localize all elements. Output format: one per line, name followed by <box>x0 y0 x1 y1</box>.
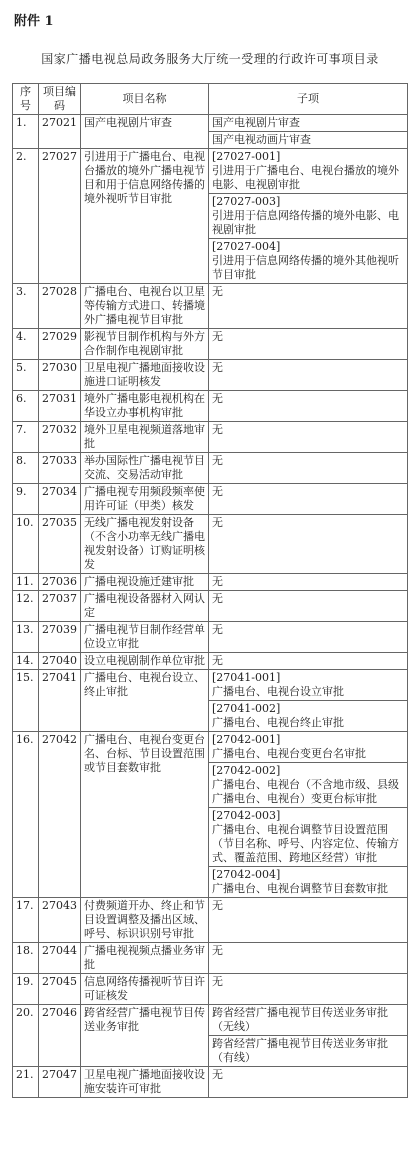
row-seq: 13. <box>13 622 39 653</box>
row-name: 广播电视视频点播业务审批 <box>81 943 209 974</box>
row-sub-item: 无 <box>209 284 408 329</box>
table-row <box>13 391 408 422</box>
row-name: 广播电台、电视台变更台名、台标、节目设置范围或节目套数审批 <box>81 732 209 898</box>
row-name: 设立电视剧制作单位审批 <box>81 653 209 670</box>
header-name: 项目名称 <box>81 84 209 115</box>
table-row <box>13 974 408 1005</box>
row-name: 卫星电视广播地面接收设施安装许可审批 <box>81 1067 209 1098</box>
row-name: 广播电视专用频段频率使用许可证（甲类）核发 <box>81 484 209 515</box>
row-sub-item: 无 <box>209 574 408 591</box>
row-sub-item: 无 <box>209 329 408 360</box>
row-sub-item: 无 <box>209 1067 408 1098</box>
row-seq: 2. <box>13 149 39 284</box>
table-row <box>13 115 408 132</box>
row-code: 27028 <box>39 284 81 329</box>
row-seq: 7. <box>13 422 39 453</box>
row-code: 27031 <box>39 391 81 422</box>
row-sub-item: 无 <box>209 653 408 670</box>
table-row <box>13 149 408 194</box>
row-name: 广播电视设施迁建审批 <box>81 574 209 591</box>
row-code: 27027 <box>39 149 81 284</box>
table-row <box>13 943 408 974</box>
row-code: 27032 <box>39 422 81 453</box>
row-sub-item: 国产电视剧片审查 <box>209 115 408 132</box>
row-code: 27044 <box>39 943 81 974</box>
document-title: 国家广播电视总局政务服务大厅统一受理的行政许可事项目录 <box>41 52 379 66</box>
row-code: 27034 <box>39 484 81 515</box>
row-seq: 20. <box>13 1005 39 1067</box>
row-sub-item: 无 <box>209 591 408 622</box>
row-code: 27046 <box>39 1005 81 1067</box>
table-row <box>13 574 408 591</box>
table-row <box>13 284 408 329</box>
row-name: 影视节目制作机构与外方合作制作电视剧审批 <box>81 329 209 360</box>
row-name: 广播电台、电视台以卫星等传输方式进口、转播境外广播电视节目审批 <box>81 284 209 329</box>
attachment-label: 附件 1 <box>14 14 54 29</box>
row-sub-item: 无 <box>209 453 408 484</box>
table-row <box>13 515 408 574</box>
row-name: 境外卫星电视频道落地审批 <box>81 422 209 453</box>
row-code: 27029 <box>39 329 81 360</box>
row-sub-item: [27042-003] 广播电台、电视台调整节目设置范围（节目名称、呼号、内容定位、传输方式、覆盖范围、跨地区经营）审批 <box>209 808 408 867</box>
table-row <box>13 670 408 701</box>
row-sub-item: 无 <box>209 622 408 653</box>
row-name: 国产电视剧片审查 <box>81 115 209 149</box>
row-name: 广播电台、电视台设立、终止审批 <box>81 670 209 732</box>
table-row <box>13 898 408 943</box>
row-seq: 6. <box>13 391 39 422</box>
row-seq: 21. <box>13 1067 39 1098</box>
row-seq: 18. <box>13 943 39 974</box>
row-sub-item: 国产电视动画片审查 <box>209 132 408 149</box>
row-sub-item: 无 <box>209 484 408 515</box>
row-seq: 9. <box>13 484 39 515</box>
row-seq: 1. <box>13 115 39 149</box>
row-name: 跨省经营广播电视节目传送业务审批 <box>81 1005 209 1067</box>
row-name: 境外广播电影电视机构在华设立办事机构审批 <box>81 391 209 422</box>
license-items-table <box>12 83 408 1098</box>
header-sub: 子项 <box>209 84 408 115</box>
row-sub-item: [27042-001] 广播电台、电视台变更台名审批 <box>209 732 408 763</box>
row-seq: 5. <box>13 360 39 391</box>
table-row <box>13 422 408 453</box>
row-sub-item: 无 <box>209 515 408 574</box>
row-code: 27041 <box>39 670 81 732</box>
row-name: 广播电视设备器材入网认定 <box>81 591 209 622</box>
row-sub-item: [27042-004] 广播电台、电视台调整节目套数审批 <box>209 867 408 898</box>
row-code: 27042 <box>39 732 81 898</box>
row-code: 27035 <box>39 515 81 574</box>
row-seq: 19. <box>13 974 39 1005</box>
row-code: 27036 <box>39 574 81 591</box>
row-seq: 15. <box>13 670 39 732</box>
table-body <box>13 115 408 1098</box>
row-seq: 11. <box>13 574 39 591</box>
row-sub-item: [27027-003] 引进用于信息网络传播的境外电影、电视剧审批 <box>209 194 408 239</box>
table-row <box>13 1005 408 1036</box>
table-row <box>13 1067 408 1098</box>
row-sub-item: 跨省经营广播电视节目传送业务审批（有线） <box>209 1036 408 1067</box>
row-sub-item: 无 <box>209 422 408 453</box>
table-row <box>13 653 408 670</box>
row-sub-item: [27042-002] 广播电台、电视台（不含地市级、县级广播电台、电视台）变更台标审批 <box>209 763 408 808</box>
table-row <box>13 360 408 391</box>
row-sub-item: [27027-001] 引进用于广播电台、电视台播放的境外电影、电视剧审批 <box>209 149 408 194</box>
table-row <box>13 329 408 360</box>
row-code: 27045 <box>39 974 81 1005</box>
row-name: 无线广播电视发射设备（不含小功率无线广播电视发射设备）订购证明核发 <box>81 515 209 574</box>
row-seq: 16. <box>13 732 39 898</box>
row-name: 卫星电视广播地面接收设施进口证明核发 <box>81 360 209 391</box>
row-name: 信息网络传播视听节目许可证核发 <box>81 974 209 1005</box>
row-seq: 14. <box>13 653 39 670</box>
header-seq: 序号 <box>13 84 39 115</box>
row-code: 27040 <box>39 653 81 670</box>
table-row <box>13 484 408 515</box>
row-code: 27047 <box>39 1067 81 1098</box>
row-code: 27033 <box>39 453 81 484</box>
header-code: 项目编码 <box>39 84 81 115</box>
row-name: 举办国际性广播电视节目交流、交易活动审批 <box>81 453 209 484</box>
row-code: 27039 <box>39 622 81 653</box>
row-sub-item: 无 <box>209 360 408 391</box>
table-row <box>13 453 408 484</box>
row-seq: 8. <box>13 453 39 484</box>
row-name: 广播电视节目制作经营单位设立审批 <box>81 622 209 653</box>
row-sub-item: 无 <box>209 391 408 422</box>
row-seq: 10. <box>13 515 39 574</box>
row-sub-item: 跨省经营广播电视节目传送业务审批（无线） <box>209 1005 408 1036</box>
row-sub-item: [27027-004] 引进用于信息网络传播的境外其他视听节目审批 <box>209 239 408 284</box>
row-code: 27043 <box>39 898 81 943</box>
row-name: 付费频道开办、终止和节目设置调整及播出区域、呼号、标识识别号审批 <box>81 898 209 943</box>
row-code: 27030 <box>39 360 81 391</box>
row-sub-item: 无 <box>209 974 408 1005</box>
row-sub-item: [27041-002] 广播电台、电视台终止审批 <box>209 701 408 732</box>
row-seq: 12. <box>13 591 39 622</box>
table-row <box>13 622 408 653</box>
row-sub-item: [27041-001] 广播电台、电视台设立审批 <box>209 670 408 701</box>
table-row <box>13 591 408 622</box>
row-code: 27037 <box>39 591 81 622</box>
row-seq: 4. <box>13 329 39 360</box>
row-seq: 3. <box>13 284 39 329</box>
table-row <box>13 732 408 763</box>
row-sub-item: 无 <box>209 943 408 974</box>
table-header-row <box>13 84 408 115</box>
row-name: 引进用于广播电台、电视台播放的境外广播电视节目和用于信息网络传播的境外视听节目审批 <box>81 149 209 284</box>
row-seq: 17. <box>13 898 39 943</box>
row-code: 27021 <box>39 115 81 149</box>
row-sub-item: 无 <box>209 898 408 943</box>
